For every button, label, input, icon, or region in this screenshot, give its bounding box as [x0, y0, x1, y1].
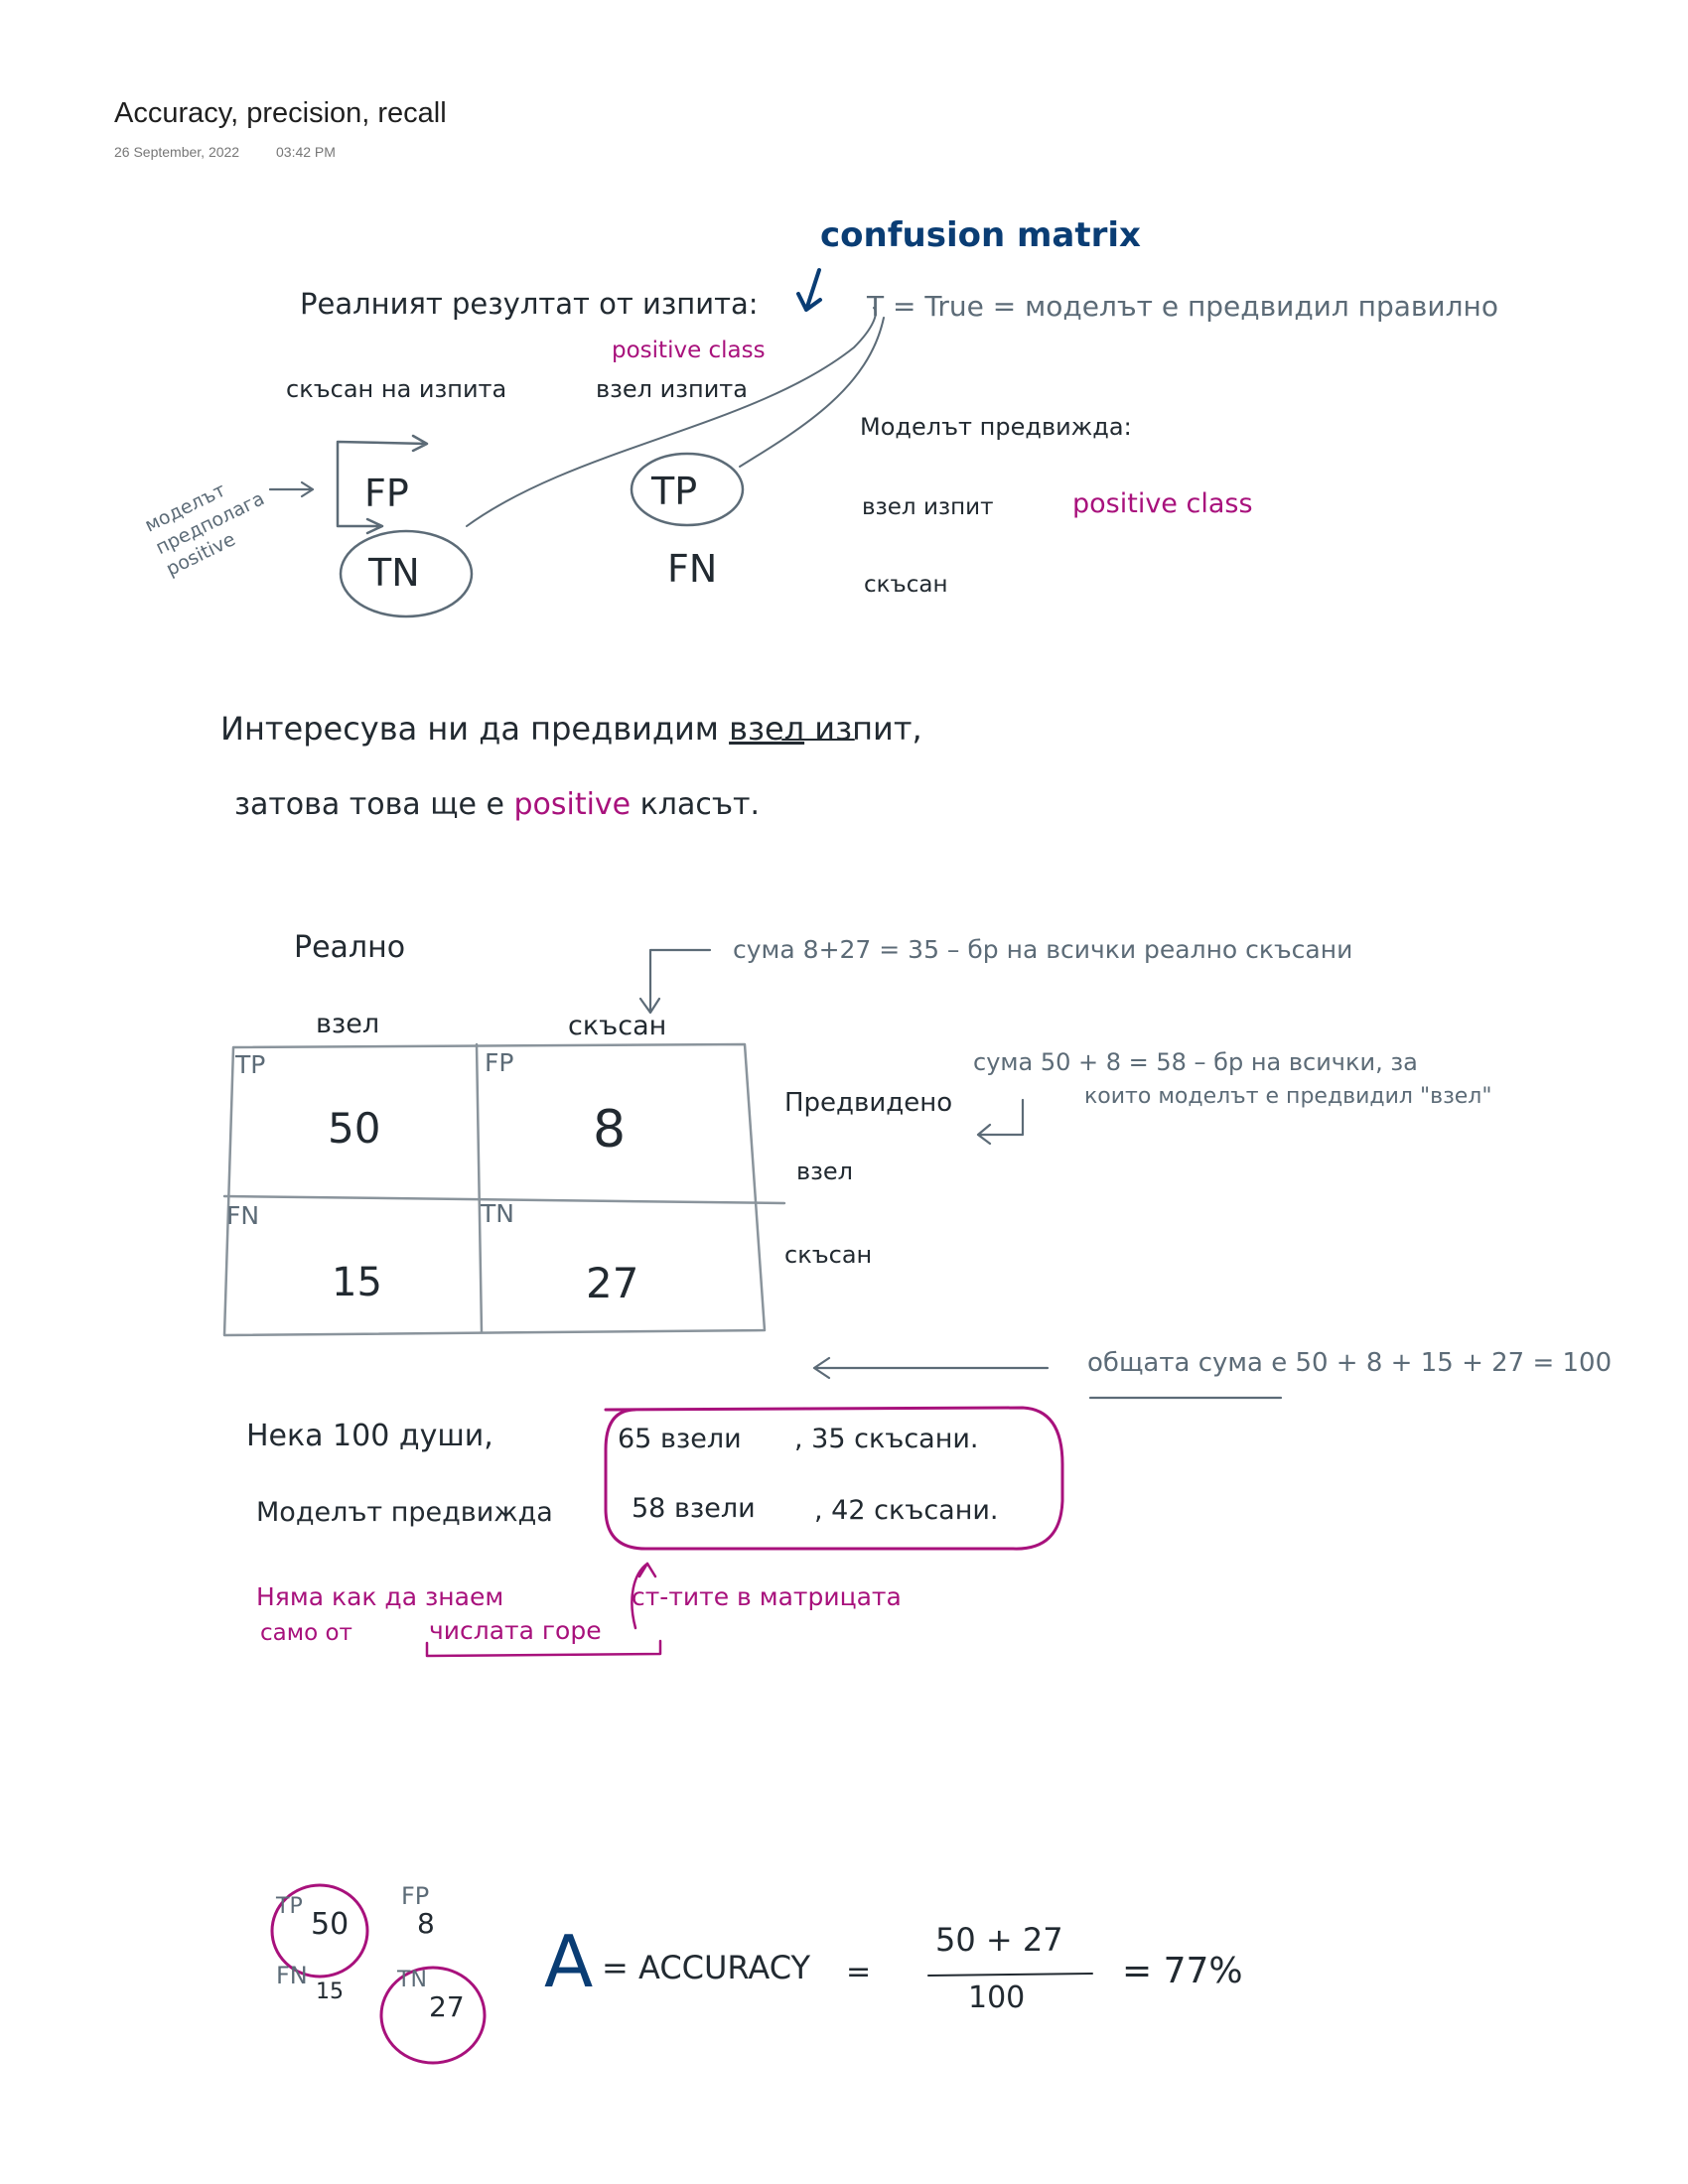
true-definition: T = True = моделът е предвидил правилно: [867, 290, 1498, 323]
formula-fp-value: 8: [417, 1907, 435, 1940]
red-note-1: Няма как да знаем: [256, 1582, 504, 1611]
interest-line-2-b: класът.: [631, 787, 761, 822]
accuracy-word: = ACCURACY: [602, 1949, 811, 1986]
confusion-matrix-heading: confusion matrix: [820, 215, 1141, 255]
hundred-people: Нека 100 души,: [246, 1419, 493, 1453]
matrix-tp-label: TP: [235, 1050, 266, 1079]
model-predicts-label: Моделът предвижда:: [860, 413, 1132, 441]
matrix-fp-value: 8: [593, 1100, 627, 1160]
formula-tp-value: 50: [311, 1907, 350, 1942]
tn-cell-label: TN: [368, 551, 420, 595]
positive-class-top: positive class: [612, 338, 766, 363]
tp-cell-label: TP: [651, 470, 698, 513]
right-note-arrow: [978, 1100, 1023, 1144]
matrix-fp-label: FP: [485, 1048, 514, 1077]
total-arrow: [814, 1358, 1048, 1378]
red-note-4: числата горе: [429, 1616, 602, 1645]
formula-tn-value: 27: [429, 1990, 465, 2023]
model-predicts-line: Моделът предвижда: [256, 1497, 553, 1528]
red-note-2: ст-тите в матрицата: [632, 1582, 902, 1611]
matrix-tn-label: TN: [481, 1199, 514, 1228]
interest-line-1: [220, 710, 922, 748]
fraction-denominator: 100: [968, 1980, 1026, 2015]
matrix-outer: [224, 1044, 765, 1335]
predicted-label: Предвидено: [784, 1088, 953, 1118]
accuracy-result: = 77%: [1122, 1951, 1243, 1991]
box-line-1-a: 65 взели: [618, 1424, 742, 1454]
formula-tn-label: TN: [397, 1968, 427, 1992]
top-note-arrow: [640, 950, 710, 1013]
formula-fn-label: FN: [276, 1962, 308, 1989]
pred-passed-label: взел изпит: [862, 494, 994, 520]
side-note: моделът предполага positive: [141, 478, 268, 582]
formula-fn-value: 15: [316, 1979, 344, 2004]
real-label: Реално: [294, 930, 406, 965]
passed-exam-label: взел изпита: [596, 375, 748, 403]
interest-line-1-end: изпит,: [804, 710, 922, 748]
accuracy-equals: =: [846, 1955, 872, 1989]
interest-line-1-under: взел: [729, 710, 805, 748]
right-sum-note-2: които моделът е предвидил "взел": [1084, 1084, 1492, 1109]
total-sum-note: общата сума е 50 + 8 + 15 + 27 = 100: [1087, 1348, 1613, 1378]
arrow-to-true-def: [798, 270, 820, 310]
formula-tp-label: TP: [276, 1894, 303, 1919]
col-failed-label: скъсан: [568, 1011, 667, 1041]
matrix-fn-label: FN: [226, 1201, 260, 1230]
pred-failed-label: скъсан: [864, 572, 948, 598]
top-sum-note: сума 8+27 = 35 – бр на всички реално скъсани: [733, 935, 1353, 964]
fp-cell-label: FP: [364, 472, 409, 515]
matrix-tn-value: 27: [586, 1259, 639, 1307]
interest-line-2: [234, 787, 761, 822]
box-line-2-b: , 42 скъсани.: [814, 1495, 999, 1526]
matrix-tp-value: 50: [328, 1104, 381, 1153]
page-date: 26 September, 2022: [114, 144, 240, 160]
side-arrow: [270, 482, 313, 496]
interest-line-2-positive: positive: [513, 787, 632, 822]
matrix-fn-value: 15: [332, 1260, 382, 1305]
box-line-1-b: , 35 скъсани.: [794, 1424, 979, 1454]
accuracy-letter: A: [544, 1920, 594, 2003]
red-note-3: само от: [260, 1620, 352, 1646]
interest-line-1-a: Интересува ни да предвидим: [220, 710, 730, 748]
box-line-2-a: 58 взели: [632, 1493, 756, 1524]
fraction-numerator: 50 + 27: [935, 1921, 1063, 1959]
pred-positive-class: positive class: [1072, 488, 1253, 519]
fn-cell-label: FN: [667, 547, 718, 591]
right-sum-note-1: сума 50 + 8 = 58 – бр на всички, за: [973, 1048, 1418, 1076]
page-title: Accuracy, precision, recall: [114, 97, 447, 129]
row-failed-label: скъсан: [784, 1241, 873, 1269]
matrix-vline: [477, 1044, 482, 1332]
row-passed-label: взел: [796, 1158, 854, 1185]
col-passed-label: взел: [316, 1009, 380, 1039]
formula-fp-label: FP: [401, 1882, 430, 1910]
real-result-label: Реалният резултат от изпита:: [300, 287, 759, 321]
fraction-bar: [928, 1974, 1092, 1976]
failed-exam-label: скъсан на изпита: [286, 375, 507, 403]
interest-line-2-a: затова това ще е: [234, 787, 514, 822]
page-time: 03:42 PM: [276, 144, 336, 160]
